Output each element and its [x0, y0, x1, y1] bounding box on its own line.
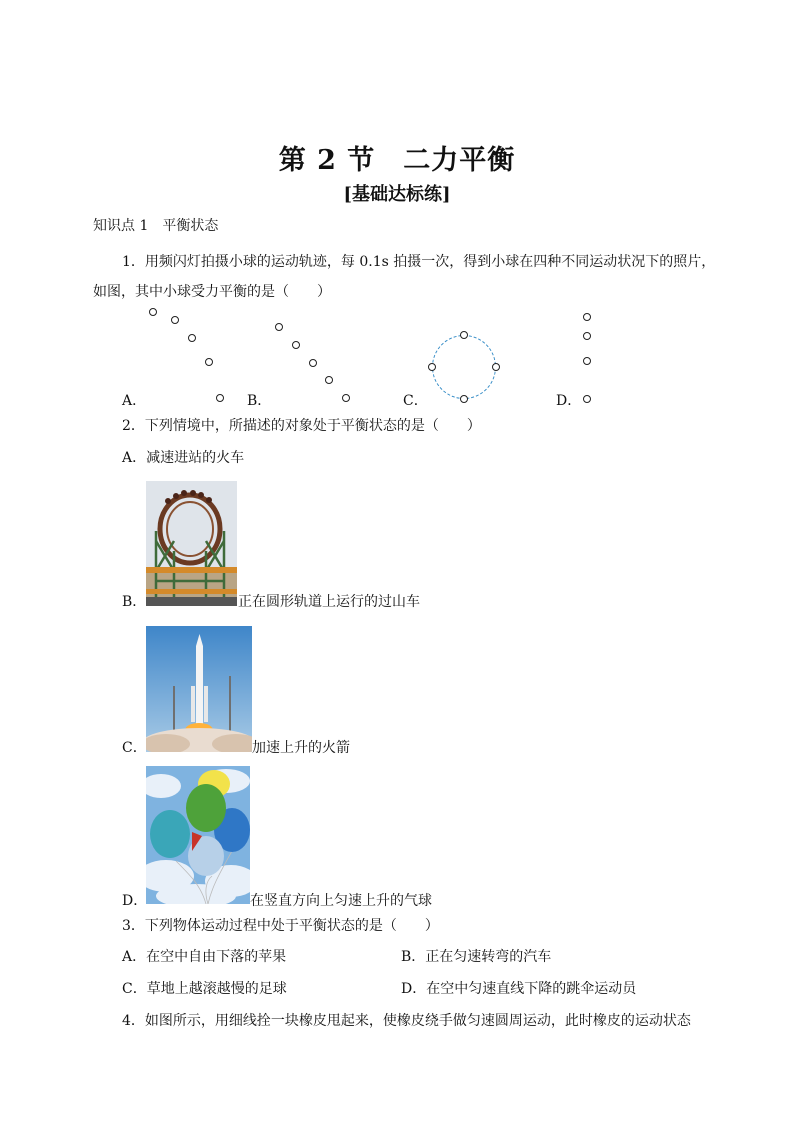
- q2-option-a: A．减速进站的火车: [122, 450, 245, 466]
- ball-a-5: [216, 394, 224, 402]
- q3-option-b: B．正在匀速转弯的汽车: [401, 949, 552, 965]
- ball-b-3: [309, 359, 317, 367]
- ball-a-3: [188, 334, 196, 342]
- q2-option-b-label: B．: [122, 594, 147, 610]
- q3-option-c: C．草地上越滚越慢的足球: [122, 981, 287, 997]
- ball-b-4: [325, 376, 333, 384]
- q1-stem-line1: 1．用频闪灯拍摄小球的运动轨迹，每 0.1s 拍摄一次，得到小球在四种不同运动状况下的照片，: [122, 254, 716, 270]
- q3-option-a: A．在空中自由下落的苹果: [122, 949, 287, 965]
- ball-d-3: [583, 357, 591, 365]
- q1-option-b-label: B．: [247, 393, 272, 409]
- q3-option-d: D．在空中匀速直线下降的跳伞运动员: [401, 981, 637, 997]
- q4-stem: 4．如图所示，用细线拴一块橡皮甩起来，使橡皮绕手做匀速圆周运动，此时橡皮的运动状态: [122, 1013, 691, 1029]
- ball-a-2: [171, 316, 179, 324]
- ball-a-1: [149, 308, 157, 316]
- ball-b-5: [342, 394, 350, 402]
- balloons-image: [146, 766, 250, 904]
- ball-c-top: [460, 331, 468, 339]
- q1-option-a-label: A．: [122, 393, 147, 409]
- ball-c-right: [492, 363, 500, 371]
- circular-path: [432, 335, 496, 399]
- knowledge-point-heading: 知识点 1 平衡状态: [93, 218, 219, 234]
- ball-b-2: [292, 341, 300, 349]
- q2-option-b-text: 正在圆形轨道上运行的过山车: [238, 594, 420, 610]
- q2-option-c-label: C．: [122, 740, 147, 756]
- ball-a-4: [205, 358, 213, 366]
- section-subtitle: [基础达标练]: [343, 184, 451, 205]
- q1-option-d-label: D．: [556, 393, 582, 409]
- rocket-image: [146, 626, 252, 752]
- roller-coaster-image: [146, 481, 237, 606]
- ball-c-bottom: [460, 395, 468, 403]
- ball-c-left: [428, 363, 436, 371]
- page-title: 第 2 节 二力平衡: [278, 145, 516, 176]
- q2-stem: 2．下列情境中，所描述的对象处于平衡状态的是（ ）: [122, 418, 481, 434]
- q2-option-d-text: 在竖直方向上匀速上升的气球: [250, 893, 432, 909]
- ball-b-1: [275, 323, 283, 331]
- ball-d-4: [583, 395, 591, 403]
- q2-option-c-text: 加速上升的火箭: [252, 740, 350, 756]
- q3-stem: 3．下列物体运动过程中处于平衡状态的是（ ）: [122, 918, 439, 934]
- q1-option-c-label: C．: [403, 393, 428, 409]
- ball-d-2: [583, 332, 591, 340]
- ball-d-1: [583, 313, 591, 321]
- q1-stem-line2: 如图，其中小球受力平衡的是（ ）: [93, 284, 331, 300]
- q2-option-d-label: D．: [122, 893, 148, 909]
